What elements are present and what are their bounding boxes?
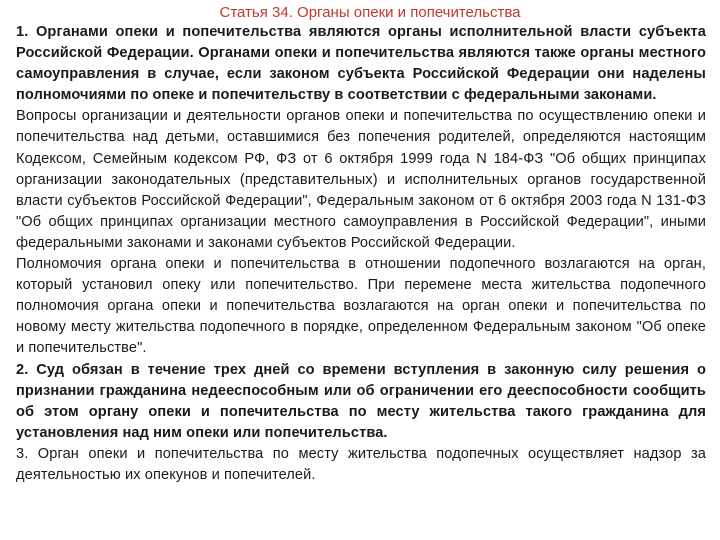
paragraph-4: 2. Суд обязан в течение трех дней со времени вступления в законную силу решения о признании гражданина недееспособным или об ограничении его дееспособности сообщить об этом органу опеки и попечительства по месту жительства такого гражданина для установления над ним опеки или попечительства. bbox=[16, 361, 706, 441]
paragraph-5: 3. Орган опеки и попечительства по месту жительства подопечных осуществляет надзор за деятельностью их опекунов и попечителей. bbox=[16, 445, 706, 483]
paragraph-2: Вопросы организации и деятельности органов опеки и попечительства по осуществлению опеки и попечительства над детьми, оставшимися без попечения родителей, определяются настоящим Кодексом, Семейным кодексом РФ, ФЗ от 6 октября 1999 года N 184-ФЗ "Об общих принципах организации законодательных (представительных) и исполнительных органов государственной власти субъектов Российской Федерации", Федеральным законом от 6 октября 2003 года N 131-ФЗ "Об общих принципах организации местного самоуправления в Российской Федерации", иными федеральными законами и законами субъектов Российской Федерации. bbox=[16, 108, 706, 251]
article-title: Статья 34. Органы опеки и попечительства bbox=[219, 4, 521, 21]
paragraph-1: 1. Органами опеки и попечительства являются органы исполнительной власти субъекта Российской Федерации. Органами опеки и попечительства являются также органы местного самоуправления в случае, если законом субъекта Российской Федерации они наделены полномочиями по опеке и попечительству в соответствии с федеральными законами. bbox=[16, 24, 706, 104]
paragraph-3: Полномочия органа опеки и попечительства в отношении подопечного возлагаются на орган, который установил опеку или попечительство. При перемене места жительства подопечного полномочия органа опеки и попечительства возлагаются на орган опеки и попечительства по новому месту жительства подопечного в порядке, определенном Федеральным законом "Об опеке и попечительстве". bbox=[16, 256, 706, 357]
